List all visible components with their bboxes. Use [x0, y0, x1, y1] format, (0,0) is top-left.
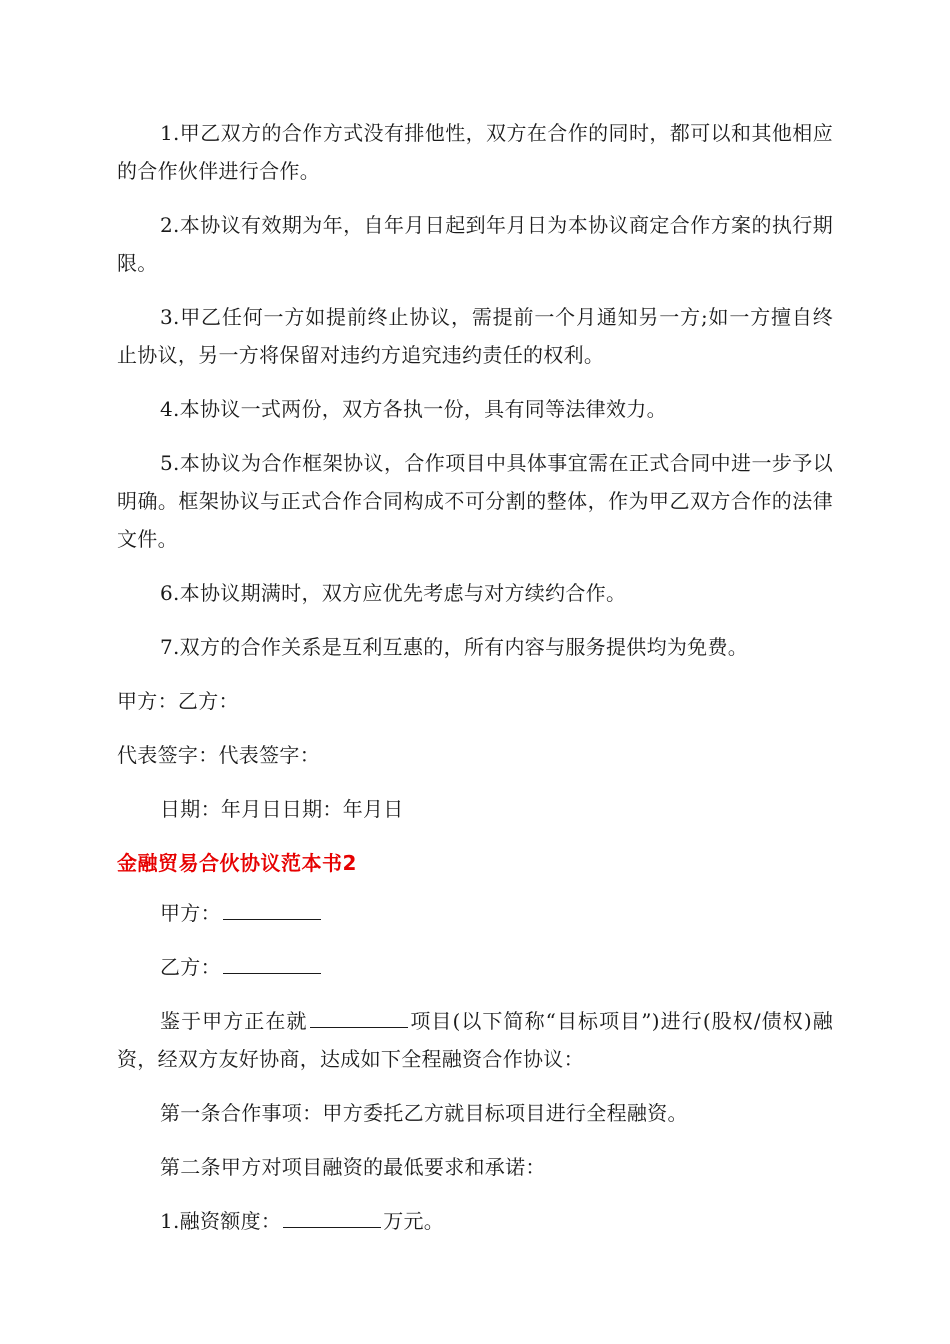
- party-b-line: [117, 948, 833, 986]
- party-a-label: 甲方：: [160, 901, 221, 925]
- financing-amount-blank: [283, 1205, 381, 1228]
- date-line: 日期：年月日日期：年月日: [160, 797, 404, 821]
- clause-4: 4.本协议一式两份，双方各执一份，具有同等法律效力。: [160, 397, 667, 421]
- intro-suffix: 项目(以下简称“目标项目”)进行(股权/债权)融资，经双方友好协商，达成如下全程融资合作协议：: [117, 1009, 833, 1071]
- clause-6: 6.本协议期满时，双方应优先考虑与对方续约合作。: [160, 581, 627, 605]
- party-a-line: [117, 894, 833, 932]
- clause-5: 5.本协议为合作框架协议，合作项目中具体事宜需在正式合同中进一步予以明确。框架协议与正式合作合同构成不可分割的整体，作为甲乙双方合作的法律文件。: [117, 451, 833, 551]
- clause-2: 2.本协议有效期为年，自年月日起到年月日为本协议商定合作方案的执行期限。: [117, 213, 833, 275]
- representative-signature-line: 代表签字：代表签字：: [117, 743, 320, 767]
- section-heading: 金融贸易合伙协议范本书2: [117, 851, 357, 875]
- clause-7: 7.双方的合作关系是互利互惠的，所有内容与服务提供均为免费。: [160, 635, 749, 659]
- party-b-label: 乙方：: [160, 955, 221, 979]
- intro-paragraph: [117, 1002, 833, 1078]
- clause-1: 1.甲乙双方的合作方式没有排他性，双方在合作的同时，都可以和其他相应的合作伙伴进行合作。: [117, 121, 833, 183]
- project-name-blank: [310, 1005, 408, 1028]
- intro-prefix: 鉴于甲方正在就: [160, 1009, 308, 1033]
- financing-amount-unit: 万元。: [383, 1209, 445, 1233]
- financing-amount-line: [117, 1202, 833, 1240]
- party-signature-line: 甲方：乙方：: [117, 689, 239, 713]
- document-body: [117, 114, 833, 1256]
- article-2: 第二条甲方对项目融资的最低要求和承诺：: [160, 1155, 546, 1179]
- clause-3: 3.甲乙任何一方如提前终止协议，需提前一个月通知另一方;如一方擅自终止协议，另一方将保留对违约方追究违约责任的权利。: [117, 305, 833, 367]
- party-a-blank: [223, 897, 321, 920]
- party-b-blank: [223, 951, 321, 974]
- article-1: 第一条合作事项：甲方委托乙方就目标项目进行全程融资。: [160, 1101, 688, 1125]
- financing-amount-label: 1.融资额度：: [160, 1209, 282, 1233]
